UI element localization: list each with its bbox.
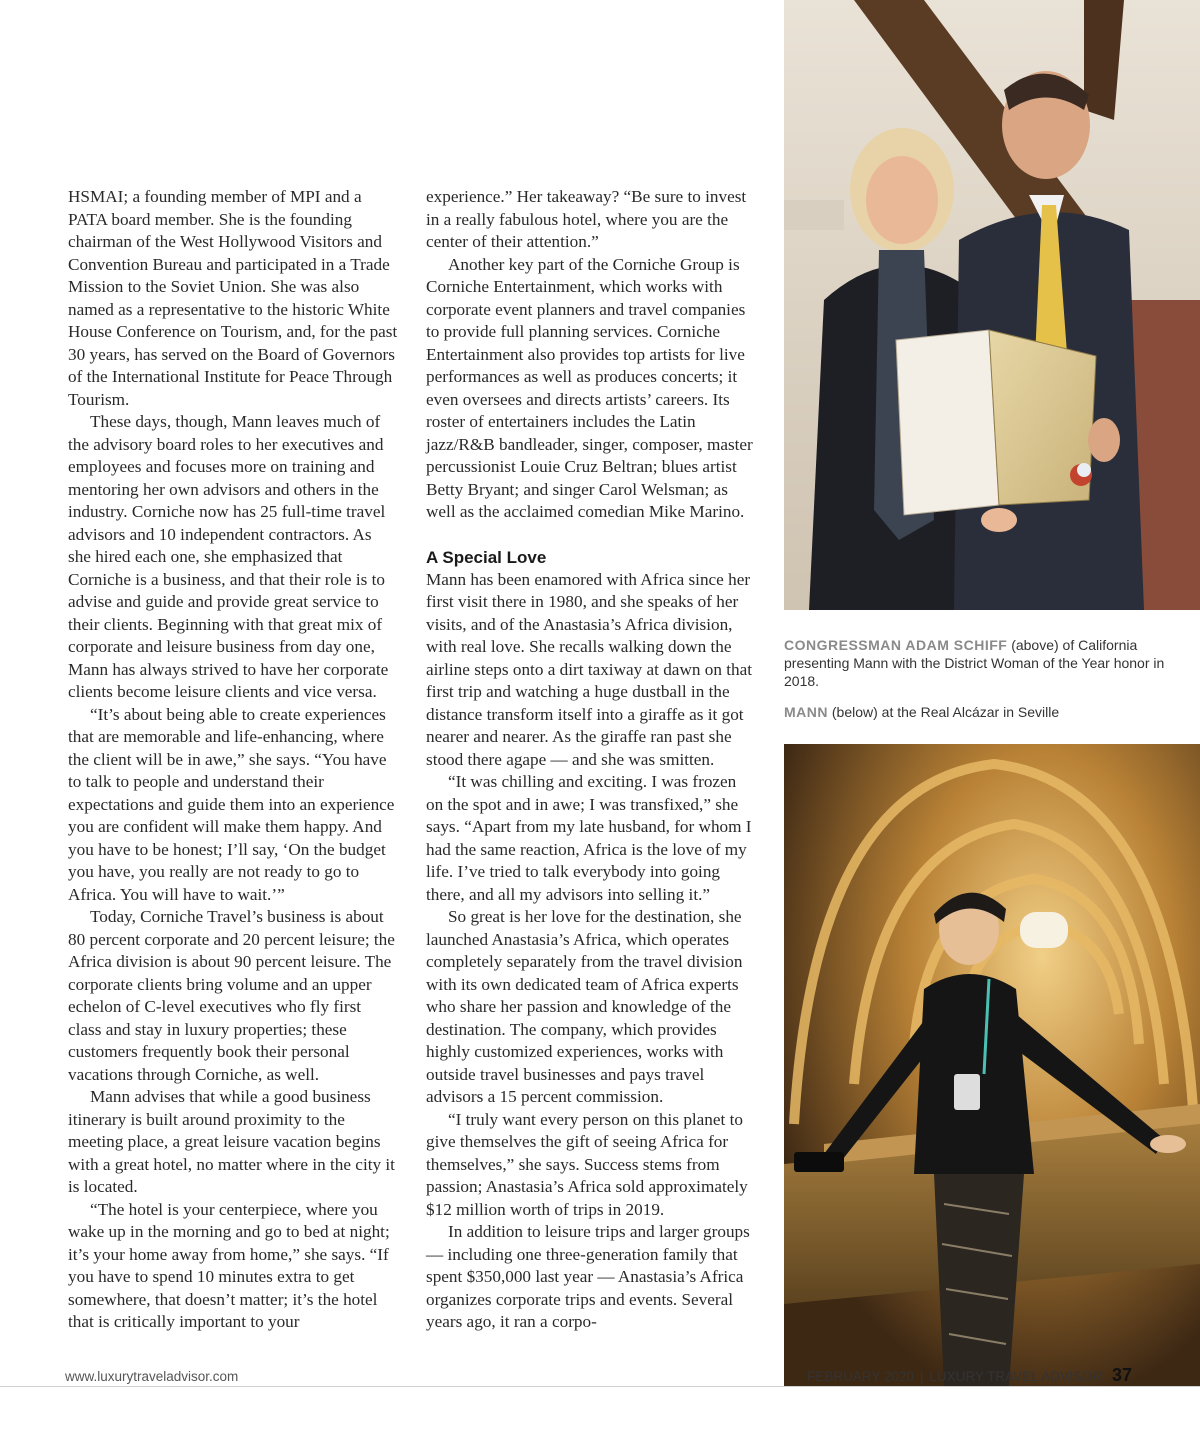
caption-lead: CONGRESSMAN ADAM SCHIFF bbox=[784, 637, 1008, 653]
paragraph: Another key part of the Corniche Group is Corniche Entertainment, which works with corporate event planners and travel companies to provide full planning services. Corniche Entertainment also provides top artists for live performances as well as produces concerts; it even oversees and directs artists’ careers. Its roster of entertainers includes the Latin jazz/R&B bandleader, singer, composer, master percussionist Louie Cruz Beltran; blues artist Betty Bryant; and singer Carol Welsman; as well as the acclaimed comedian Mike Marino. bbox=[426, 254, 753, 521]
paragraph: So great is her love for the destination, she launched Anastasia’s Africa, which operates completely separately from the travel division with its own dedicated team of Africa experts who share her passion and knowledge of the destination. The company, which provides highly customized experiences, works with outside travel businesses and pays travel advisors a 15 percent commission. bbox=[426, 907, 743, 1106]
caption-lead: MANN bbox=[784, 704, 828, 720]
paragraph: “The hotel is your centerpiece, where you wake up in the morning and go to bed at night; it’s your home away from home,” she says. “If you have to spend 10 minutes extra to get somewhere, that doesn’t matter; it’s the hotel that is critically important to your bbox=[68, 1199, 390, 1331]
caption-text: (below) at the Real Alcázar in Seville bbox=[828, 704, 1060, 720]
paragraph: “It’s about being able to create experiences that are memorable and life-enhancing, where the client will be in awe,” she says. “You have to talk to people and understand their expectations and guide them into an experience you are confident will make them happy. And you have to be honest; I’ll say, ‘On the budget you have, you really are not ready to go to Africa. You will have to wait.’” bbox=[68, 704, 395, 904]
article-column-2 bbox=[426, 186, 756, 1334]
paragraph: Mann has been enamored with Africa since her first visit there in 1980, and she speaks of her visits, and of the Anastasia’s Africa division, with real love. She recalls walking down the airline steps onto a dirt taxiway at dawn on that first trip and watching a huge dustball in the distance transform itself into a giraffe as it got nearer and nearer. As the giraffe ran past she stood there agape — and she was smitten. bbox=[426, 569, 753, 769]
paragraph: Mann advises that while a good business itinerary is built around proximity to the meeting place, a great leisure vacation begins with a great hotel, no matter where in the city it is located. bbox=[68, 1087, 395, 1196]
photo-caption-bottom bbox=[784, 703, 1184, 721]
footer-rule bbox=[0, 1386, 1200, 1387]
paragraph: “It was chilling and exciting. I was frozen on the spot and in awe; I was transfixed,” she says. “Apart from my late husband, for whom I had the same reaction, Africa is the love of my life. I’ve tried to talk everybody into going there, and all my advisors into selling it.” bbox=[426, 772, 752, 904]
paragraph: HSMAI; a founding member of MPI and a PATA board member. She is the founding chairman of the West Hollywood Visitors and Convention Bureau and participated in a Trade Mission to the Soviet Union. She was also named as a representative to the historic White House Conference on Tourism, and, for the past 30 years, has served on the Board of Governors of the International Institute for Peace Through Tourism. bbox=[68, 187, 398, 409]
footer-issue-date: FEBRUARY 2020 bbox=[807, 1369, 914, 1384]
section-heading: A Special Love bbox=[426, 547, 547, 567]
paragraph: experience.” Her takeaway? “Be sure to invest in a really fabulous hotel, where you are the center of their attention.” bbox=[426, 187, 747, 251]
footer-website-url: www.luxurytraveladvisor.com bbox=[65, 1369, 239, 1384]
paragraph: In addition to leisure trips and larger groups — including one three-generation family that spent $350,000 last year — Anastasia’s Africa organizes corporate trips and events. Several years ago, it ran a corpo- bbox=[426, 1222, 750, 1331]
article-column-1 bbox=[68, 186, 398, 1334]
caption-text: (above) of California presenting Mann with the District Woman of the Year honor in 2018. bbox=[784, 637, 1165, 689]
footer-issue-info bbox=[807, 1365, 1132, 1386]
photo-real-alcazar bbox=[784, 744, 1200, 1386]
photo-award-presentation bbox=[784, 0, 1200, 610]
paragraph: “I truly want every person on this planet to give themselves the gift of seeing Africa for themselves,” she says. Success stems from passion; Anastasia’s Africa sold approximately $12 million worth of trips in 2019. bbox=[426, 1109, 748, 1219]
footer-publication: LUXURY TRAVEL ADVISOR bbox=[929, 1369, 1102, 1384]
footer-separator: | bbox=[919, 1369, 924, 1384]
photo-caption-top bbox=[784, 636, 1184, 690]
paragraph: These days, though, Mann leaves much of the advisory board roles to her executives and employees and focuses more on training and mentoring her own advisors and others in the industry. Corniche now has 25 full-time travel advisors and 10 independent contractors. As she hired each one, she emphasized that Corniche is a business, and that their role is to advise and guide and provide great service to their clients. Beginning with that great mix of corporate and leisure business from day one, Mann has always strived to have her corporate clients become leisure clients and vice versa. bbox=[68, 412, 389, 701]
photo-alcazar-illustration bbox=[784, 744, 1200, 1386]
photo-award-illustration bbox=[784, 0, 1200, 610]
paragraph: Today, Corniche Travel’s business is about 80 percent corporate and 20 percent leisure; the Africa division is about 90 percent leisure. The corporate clients bring volume and an upper echelon of C-level executives who fly first class and stay in luxury properties; these customers frequently book their personal vacations through Corniche, as well. bbox=[68, 907, 395, 1084]
page-number: 37 bbox=[1111, 1365, 1132, 1385]
